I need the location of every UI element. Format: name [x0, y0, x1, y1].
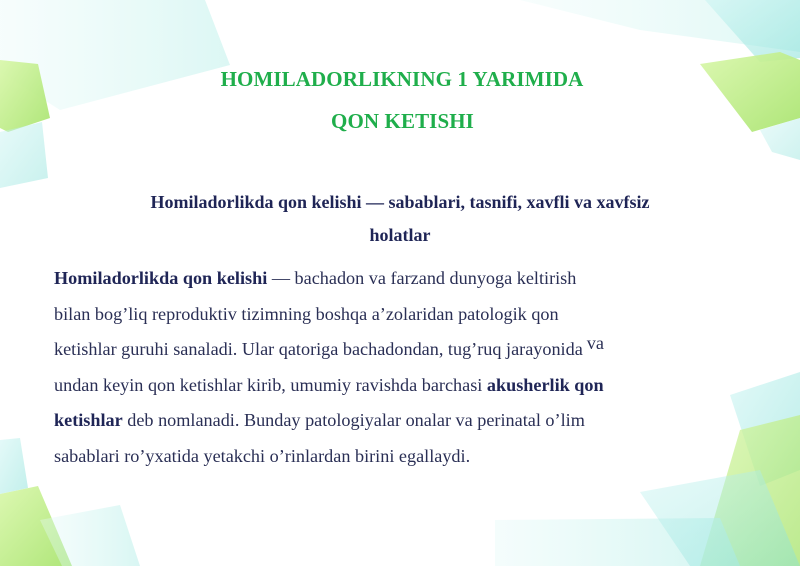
paragraph-line-4 [54, 368, 754, 404]
paragraph-text: — bachadon va farzand dunyoga keltirish [267, 268, 577, 288]
heading-line-2: holatlar [369, 225, 431, 245]
paragraph-line-6: sabablari ro’yxatida yetakchi o’rinlardan birini egallaydi. [54, 445, 471, 466]
term-bold: akusherlik qon [486, 374, 604, 395]
section-heading [60, 186, 740, 252]
paragraph-word-va: va [586, 333, 604, 353]
paragraph-text: deb nomlanadi. Bunday patologiyalar onalar va perinatal o’lim [122, 410, 585, 430]
title-line-2: QON KETISHI [331, 109, 474, 133]
body-paragraph [54, 261, 754, 474]
paragraph-line-5 [54, 403, 754, 439]
paragraph-line-1 [54, 261, 754, 297]
paragraph-line-2: bilan bog’liq reproduktiv tizimning boshqa a’zolaridan patologik qon [54, 303, 559, 324]
paragraph-text: ketishlar guruhi sanaladi. Ular qatoriga bachadondan, tug’ruq jarayonida [54, 339, 583, 359]
paragraph-text: undan keyin qon ketishlar kirib, umumiy ravishda barchasi [54, 374, 487, 395]
term-bold: Homiladorlikda qon kelishi [54, 268, 268, 288]
term-bold: ketishlar [54, 410, 123, 430]
slide-title [0, 58, 800, 142]
heading-line-1: Homiladorlikda qon kelishi — sabablari, tasnifi, xavfli va xavfsiz [150, 192, 650, 212]
title-line-1: HOMILADORLIKNING 1 YARIMIDA [220, 67, 584, 91]
paragraph-line-3 [54, 332, 754, 368]
